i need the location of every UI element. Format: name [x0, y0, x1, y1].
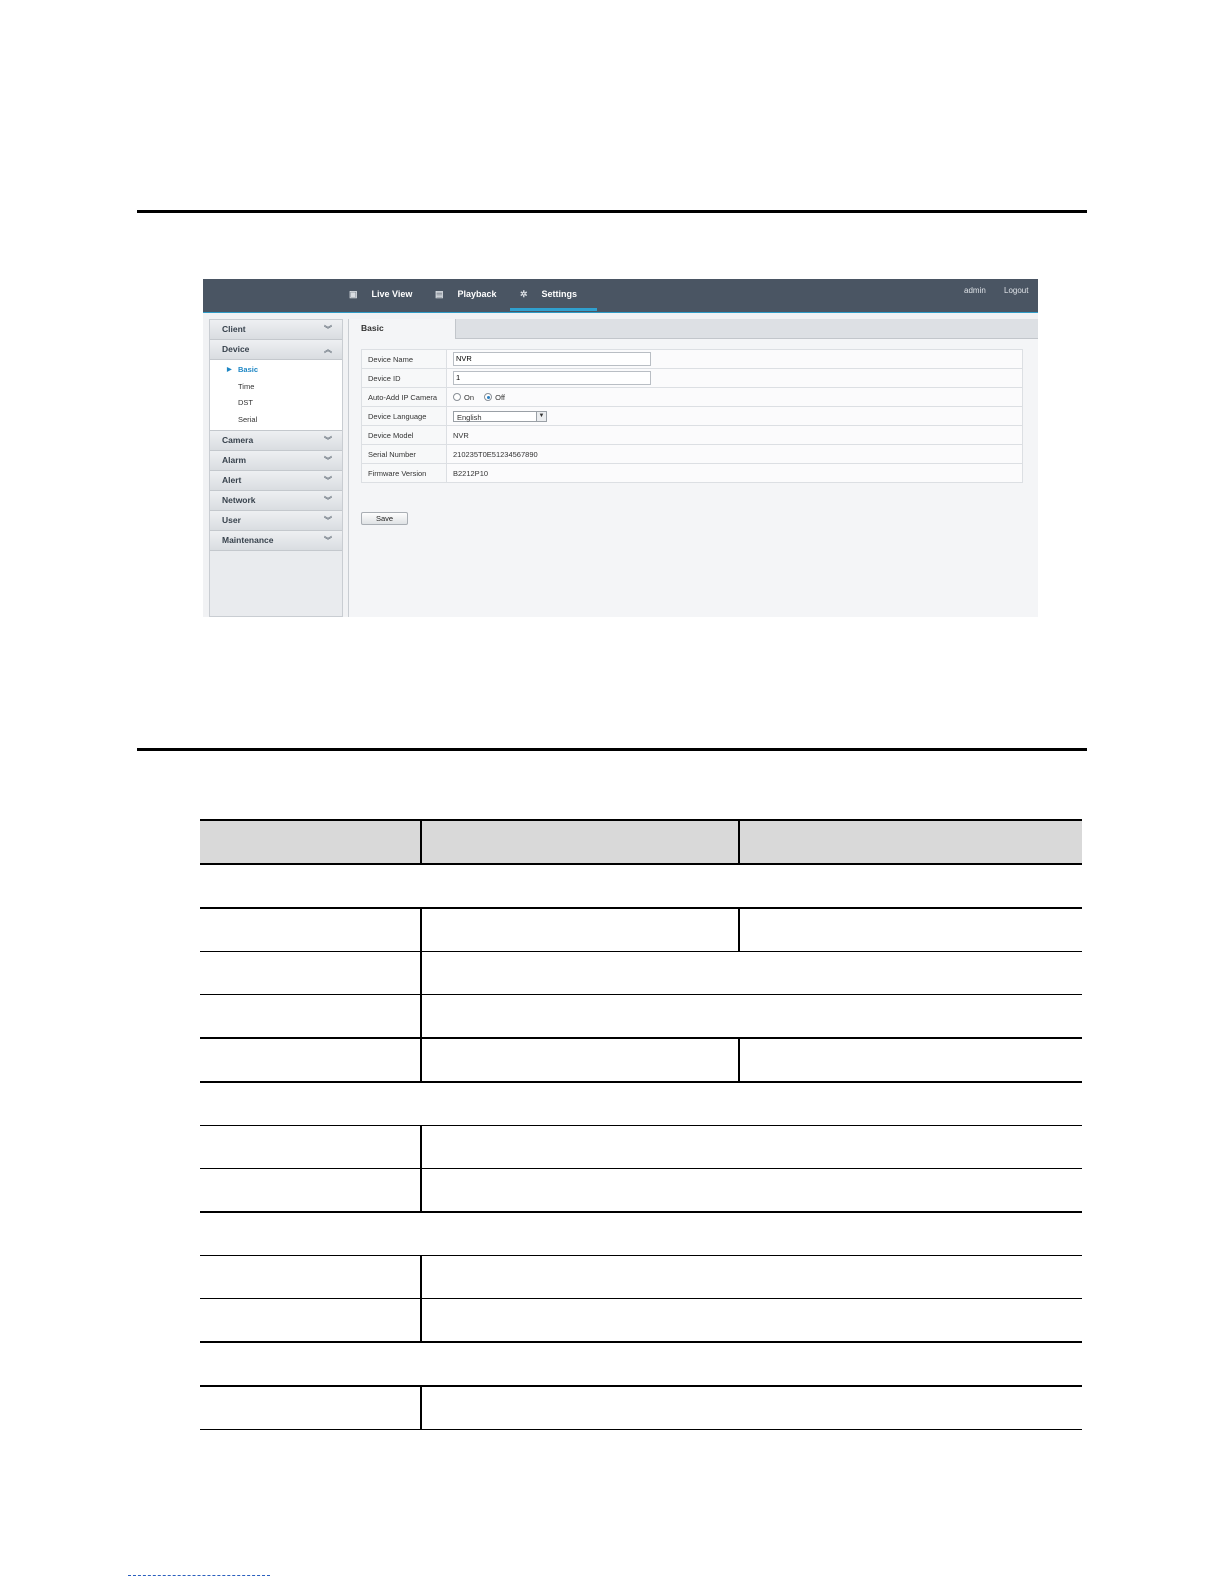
film-icon: ▤ — [435, 289, 444, 299]
chevron-down-icon: ︾ — [324, 325, 332, 334]
table-row — [200, 995, 1082, 1039]
sidebar-item-time-label: Time — [238, 381, 255, 391]
chevron-down-icon: ︾ — [324, 476, 332, 485]
chevron-up-icon: ︽ — [324, 345, 332, 354]
chevron-down-icon: ︾ — [324, 516, 332, 525]
nav-settings-label: Settings — [541, 289, 578, 299]
sidebar-user[interactable] — [210, 511, 342, 531]
sidebar-alarm-label: Alarm — [222, 455, 247, 465]
tab-strip — [349, 319, 1038, 339]
dropdown-arrow-icon: ▼ — [536, 412, 546, 421]
auto-add-on-label: On — [464, 392, 475, 402]
form-row — [362, 464, 1023, 483]
device-name-input[interactable] — [453, 352, 651, 366]
device-model-value: NVR — [447, 426, 1023, 445]
content-panel — [348, 319, 1038, 617]
settings-sidebar — [209, 319, 343, 617]
sidebar-item-basic-label: Basic — [238, 365, 259, 374]
nav-playback[interactable] — [435, 289, 497, 309]
sidebar-user-label: User — [222, 515, 241, 525]
sidebar-device-label: Device — [222, 344, 250, 354]
gear-icon: ✲ — [520, 289, 528, 299]
chevron-down-icon: ︾ — [324, 496, 332, 505]
table-header-cell — [421, 820, 739, 864]
sidebar-item-time[interactable] — [210, 379, 342, 396]
sidebar-camera-label: Camera — [222, 435, 254, 445]
table-row — [200, 864, 1082, 908]
sidebar-item-basic[interactable] — [210, 362, 342, 379]
table-row — [200, 952, 1082, 995]
chevron-down-icon: ︾ — [324, 456, 332, 465]
auto-add-off-label: Off — [495, 392, 505, 402]
save-button[interactable]: Save — [361, 512, 408, 525]
table-header-cell — [739, 820, 1082, 864]
sidebar-item-serial-label: Serial — [238, 414, 258, 424]
table-row — [200, 1169, 1082, 1213]
auto-add-on-radio[interactable] — [453, 393, 461, 401]
sidebar-alert-label: Alert — [222, 475, 242, 485]
table-header-cell — [200, 820, 421, 864]
table-row — [200, 1342, 1082, 1386]
selected-arrow-icon: ▶ — [227, 367, 232, 373]
logout-link[interactable]: Logout — [1004, 286, 1029, 295]
device-id-label: Device ID — [362, 369, 447, 388]
sidebar-client-label: Client — [222, 324, 246, 334]
footer-link-underline — [128, 1575, 270, 1577]
sidebar-camera[interactable] — [210, 431, 342, 451]
device-id-input[interactable] — [453, 371, 651, 385]
auto-add-off-radio[interactable] — [484, 393, 492, 401]
tab-basic[interactable]: Basic — [349, 319, 456, 339]
form-row — [362, 369, 1023, 388]
firmware-version-label: Firmware Version — [362, 464, 447, 483]
sidebar-client[interactable] — [210, 320, 342, 340]
chevron-down-icon: ︾ — [324, 436, 332, 445]
sidebar-item-serial[interactable] — [210, 412, 342, 429]
firmware-version-value: B2212P10 — [447, 464, 1023, 483]
serial-number-label: Serial Number — [362, 445, 447, 464]
device-model-label: Device Model — [362, 426, 447, 445]
middle-rule — [137, 748, 1087, 751]
nav-live-view[interactable] — [349, 289, 412, 309]
sidebar-item-dst[interactable] — [210, 395, 342, 412]
nvr-settings-screenshot — [203, 279, 1038, 617]
sidebar-maintenance-label: Maintenance — [222, 535, 274, 545]
table-row — [200, 1212, 1082, 1256]
table-row — [200, 1082, 1082, 1126]
table-row — [200, 1256, 1082, 1299]
serial-number-value: 210235T0E51234567890 — [447, 445, 1023, 464]
form-row — [362, 388, 1023, 407]
admin-link[interactable]: admin — [964, 286, 986, 295]
sidebar-item-dst-label: DST — [238, 398, 253, 407]
sidebar-alarm[interactable] — [210, 451, 342, 471]
table-row — [200, 1038, 1082, 1082]
table-header-row — [200, 820, 1082, 864]
nav-settings[interactable] — [520, 289, 577, 309]
nav-live-view-label: Live View — [371, 289, 413, 299]
auto-add-label: Auto-Add IP Camera — [362, 388, 447, 407]
sidebar-network[interactable] — [210, 491, 342, 511]
monitor-icon: ▣ — [349, 289, 358, 299]
form-row — [362, 445, 1023, 464]
table-row — [200, 1386, 1082, 1430]
device-language-value: English — [457, 412, 482, 422]
device-name-label: Device Name — [362, 350, 447, 369]
table-row — [200, 1126, 1082, 1169]
parameter-table — [200, 819, 1082, 1430]
sidebar-network-label: Network — [222, 495, 256, 505]
top-nav-bar — [203, 279, 1038, 313]
sidebar-maintenance[interactable] — [210, 531, 342, 551]
table-row — [200, 908, 1082, 952]
chevron-down-icon: ︾ — [324, 536, 332, 545]
form-row — [362, 407, 1023, 426]
device-language-select[interactable] — [453, 411, 547, 422]
device-language-label: Device Language — [362, 407, 447, 426]
sidebar-alert[interactable] — [210, 471, 342, 491]
form-row — [362, 350, 1023, 369]
active-tab-underline — [510, 308, 597, 311]
basic-settings-form — [361, 349, 1023, 483]
form-row — [362, 426, 1023, 445]
sidebar-device[interactable] — [210, 340, 342, 360]
nav-playback-label: Playback — [457, 289, 497, 299]
top-rule — [137, 210, 1087, 213]
sidebar-device-submenu — [210, 360, 342, 431]
table-row — [200, 1299, 1082, 1343]
